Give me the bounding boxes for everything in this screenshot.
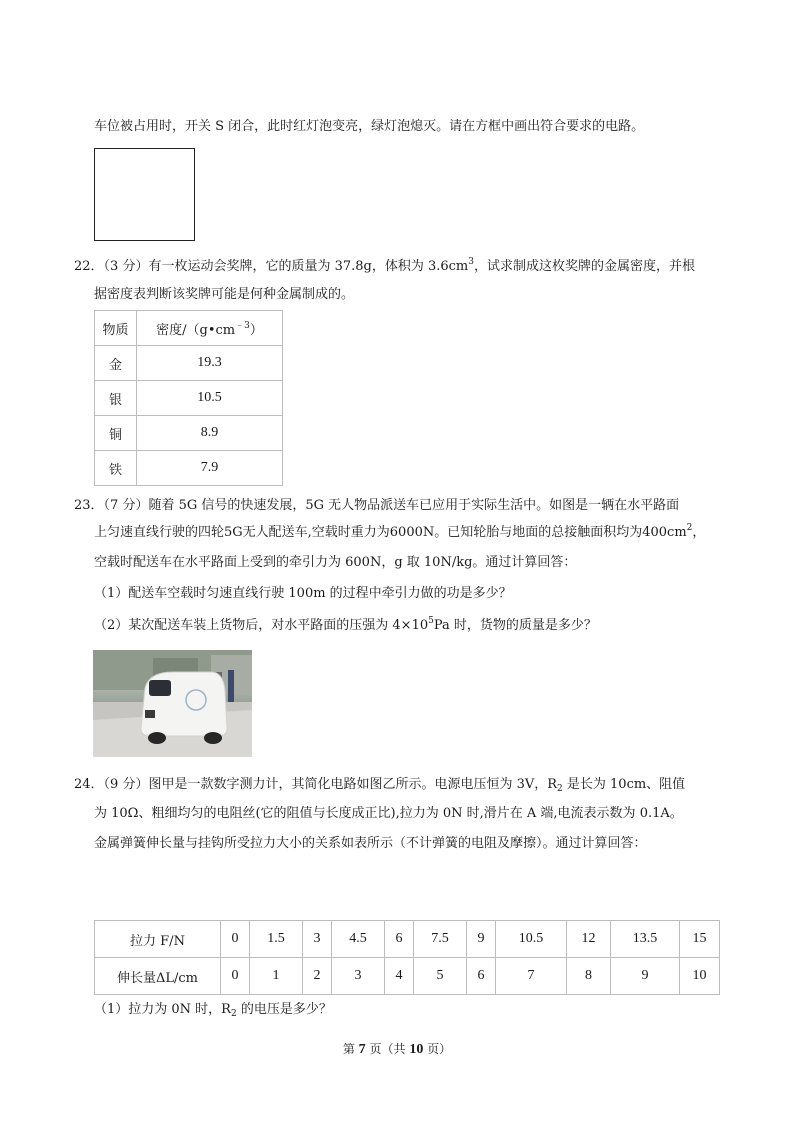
q24-question1: （1）拉力为 0N 时，$R_2$ 的电压是多少？ <box>94 1002 332 1019</box>
q24-stem-line2: 为 10Ω、粗细均匀的电阻丝(它的阻值与长度成正比),拉力为 0N 时,滑片在 A 端,电流表示数为 0.1A。 <box>94 806 683 821</box>
force-cell: 9 <box>467 921 496 958</box>
density-cell: 10.5 <box>137 381 283 416</box>
extension-cell: 2 <box>303 958 332 995</box>
q24-stem-line3: 金属弹簧伸长量与挂钩所受拉力大小的关系如表所示（不计弹簧的电阻及摩擦）。通过计算回答： <box>94 836 647 851</box>
density-cell: 19.3 <box>137 346 283 381</box>
table-header-row <box>95 311 283 346</box>
table-row <box>95 416 283 451</box>
force-row <box>95 921 720 958</box>
force-cell: 1.5 <box>250 921 303 958</box>
extension-cell: 4 <box>385 958 414 995</box>
q21-tail-text: 车位被占用时，开关 S 闭合，此时红灯泡变亮，绿灯泡熄灭。请在方框中画出符合要求的电路。 <box>94 119 645 134</box>
force-cell: 6 <box>385 921 414 958</box>
extension-cell: 9 <box>611 958 680 995</box>
force-cell: 4.5 <box>332 921 385 958</box>
extension-cell: 8 <box>567 958 611 995</box>
q23-question1: （1）配送车空载时匀速直线行驶 100m 的过程中牵引力做的功是多少？ <box>94 586 512 601</box>
density-table <box>94 310 283 486</box>
page-total: 10 <box>409 1042 424 1057</box>
substance-cell: 金 <box>95 346 137 381</box>
force-cell: 7.5 <box>414 921 467 958</box>
header-density: 密度$/(g•cm^{﹣3})$ <box>137 311 283 346</box>
q22-stem-line1: 22．（3 分）有一枚运动会奖牌，它的质量为 37.8g，体积为 $3.6cm^3$，试求制成这枚奖牌的金属密度，并根 <box>74 257 696 274</box>
table-row <box>95 451 283 486</box>
extension-cell: 5 <box>414 958 467 995</box>
force-cell: 3 <box>303 921 332 958</box>
delivery-vehicle-photo <box>93 650 252 757</box>
header-substance: 物质 <box>95 311 137 346</box>
q23-stem-line1: 23．（7 分）随着 5G 信号的快速发展，5G 无人物品派送车已应用于实际生活中。如图是一辆在水平路面 <box>74 498 680 513</box>
substance-cell: 银 <box>95 381 137 416</box>
q23-question2: （2）某次配送车装上货物后，对水平路面的压强为 $4\times 10^5Pa$ 时，货物的质量是多少？ <box>94 616 597 633</box>
page-footer: 第 7 页（共 10 页） <box>342 1042 452 1057</box>
extension-row <box>95 958 720 995</box>
substance-cell: 铁 <box>95 451 137 486</box>
force-cell: 10.5 <box>496 921 567 958</box>
extension-cell: 1 <box>250 958 303 995</box>
extension-cell: 6 <box>467 958 496 995</box>
page-number: 7 <box>358 1042 366 1057</box>
force-row-label: 拉力 F/N <box>95 921 221 958</box>
density-cell: 8.9 <box>137 416 283 451</box>
circuit-drawing-box <box>94 148 195 241</box>
q24-stem-line1: 24．（9 分）图甲是一款数字测力计，其简化电路如图乙所示。电源电压恒为 3V，$R_2$ 是长为 10cm、阻值 <box>74 777 686 794</box>
q22-stem-line2: 据密度表判断该奖牌可能是何种金属制成的。 <box>94 287 355 302</box>
extension-cell: 10 <box>680 958 720 995</box>
q23-stem-line2: 上匀速直线行驶的四轮5G无人配送车,空载时重力为6000N。已知轮胎与地面的总接触面积均为$400cm^2$， <box>94 523 706 540</box>
density-cell: 7.9 <box>137 451 283 486</box>
q23-stem-line3: 空载时配送车在水平路面上受到的牵引力为 600N，g 取 10N/kg。通过计算回答： <box>94 555 577 570</box>
delivery-vehicle-illustration <box>93 650 252 757</box>
force-cell: 0 <box>221 921 250 958</box>
extension-cell: 0 <box>221 958 250 995</box>
force-cell: 15 <box>680 921 720 958</box>
substance-cell: 铜 <box>95 416 137 451</box>
extension-cell: 3 <box>332 958 385 995</box>
extension-cell: 7 <box>496 958 567 995</box>
table-row <box>95 381 283 416</box>
force-cell: 13.5 <box>611 921 680 958</box>
extension-row-label: 伸长量ΔL/cm <box>95 958 221 995</box>
table-row <box>95 346 283 381</box>
force-cell: 12 <box>567 921 611 958</box>
force-extension-table <box>94 920 720 995</box>
